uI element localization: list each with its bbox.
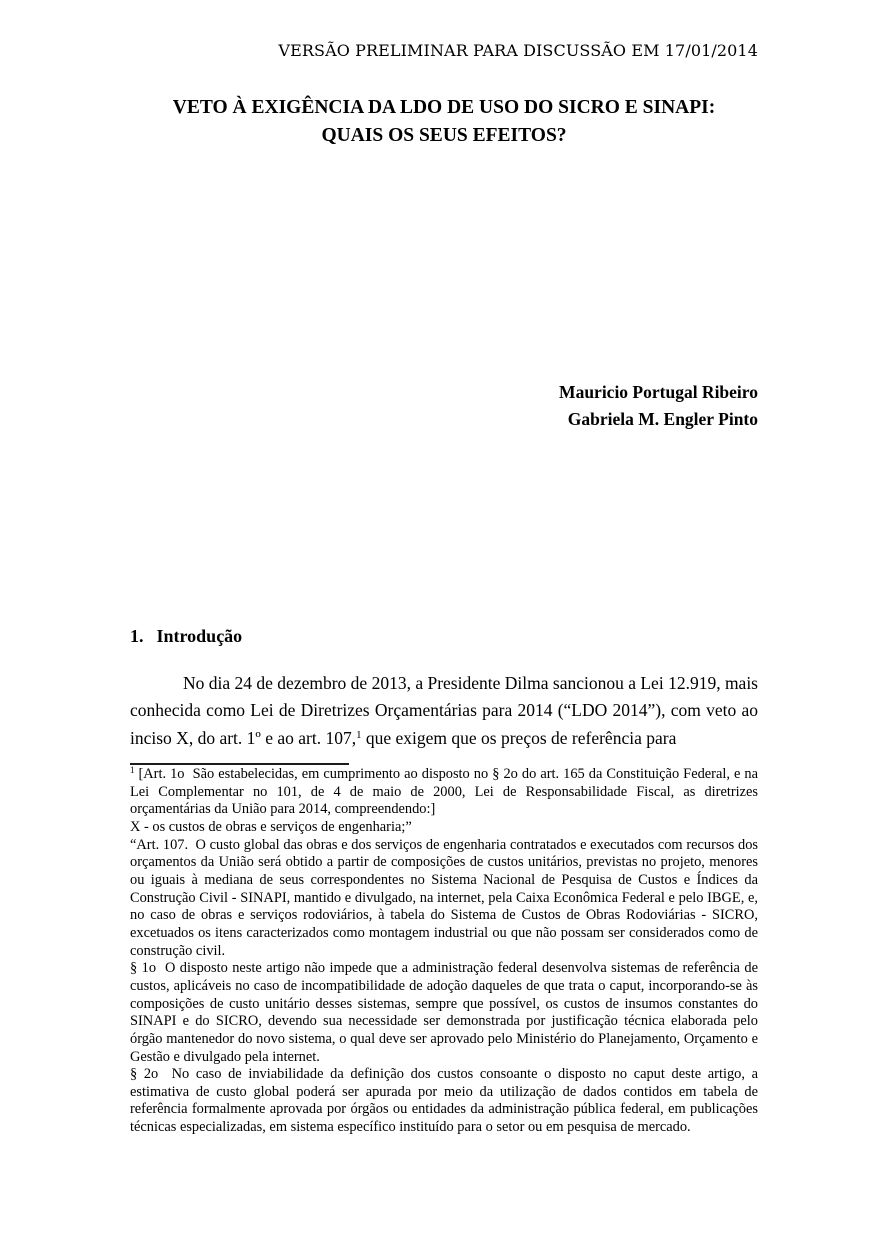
footnote-paragraph: § 2o No caso de inviabilidade da definição dos custos consoante o disposto no caput deste artigo, a estimativa de custo global poderá ser apurada por meio da utilização de dados contidos em tabela de referência formalmente aprovada por órgãos ou entidades da administração pública federal, em publicações técnicas especializadas, em sistema específico instituído para o setor ou em pesquisa de mercado. [130, 1066, 758, 1136]
footnote-reference: 1 [356, 728, 362, 741]
footnote-paragraph: § 1o O disposto neste artigo não impede que a administração federal desenvolva sistemas de referência de custos, aplicáveis no caso de incompatibilidade de adoção daqueles de que trata o caput, incorporando-se às composições de custo unitário desses sistemas, sempre que possível, os custos de insumos constantes do SINAPI e do SICRO, devendo sua necessidade ser demonstrada por justificação técnica elaborada pelo órgão mantenedor do novo sistema, o qual deve ser aprovado pelo Ministério do Planejamento, Orçamento e Gestão e divulgado pela internet. [130, 960, 758, 1065]
authors-block [130, 379, 758, 433]
footnote-paragraph: “Art. 107. O custo global das obras e dos serviços de engenharia contratados e executados com recursos dos orçamentos da União será obtido a partir de composições de custos unitários, previstas no projeto, menores ou iguais à mediana de seus correspondentes no Sistema Nacional de Pesquisa de Custos e Índices da Construção Civil - SINAPI, mantido e divulgado, na internet, pela Caixa Econômica Federal e pelo IBGE, e, no caso de obras e serviços rodoviários, à tabela do Sistema de Custos de Obras Rodoviárias - SICRO, excetuados os itens caracterizados como montagem industrial ou que não possam ser considerados como de construção civil. [130, 836, 758, 959]
footnote-paragraph [130, 766, 758, 819]
paper-title [130, 94, 758, 150]
paper-title-line2: QUAIS OS SEUS EFEITOS? [321, 125, 567, 146]
draft-version-stamp: VERSÃO PRELIMINAR PARA DISCUSSÃO EM 17/01/2014 [278, 41, 758, 60]
paper-title-line1: VETO À EXIGÊNCIA DA LDO DE USO DO SICRO E SINAPI: [172, 97, 716, 118]
footnote-marker: 1 [130, 765, 135, 776]
section-heading-introducao [130, 624, 242, 648]
author-name: Mauricio Portugal Ribeiro [559, 382, 758, 402]
author-name: Gabriela M. Engler Pinto [567, 409, 758, 429]
footnote-separator-rule [130, 763, 349, 765]
footnote-block [130, 766, 758, 1137]
intro-paragraph [130, 670, 758, 752]
section-number: 1. [130, 626, 144, 646]
footnote-paragraph-text: [Art. 1o São estabelecidas, em cumprimento ao disposto no § 2o do art. 165 da Constituição Federal, e na Lei Complementar no 101, de 4 de maio de 2000, Lei de Responsabilidade Fiscal, as diretrizes orçamentárias da União para 2014, compreendendo:] [130, 766, 758, 818]
footnote-paragraph: X - os custos de obras e serviços de engenharia;” [130, 818, 412, 835]
section-title: Introdução [156, 626, 243, 646]
intro-paragraph-text: No dia 24 de dezembro de 2013, a Presidente Dilma sancionou a Lei 12.919, mais conhecida como Lei de Diretrizes Orçamentárias para 2014 (“LDO 2014”), com veto ao inciso X, do art. 1º e ao art. 107, [130, 673, 758, 748]
intro-paragraph-text-continued: que exigem que os preços de referência para [361, 727, 677, 748]
